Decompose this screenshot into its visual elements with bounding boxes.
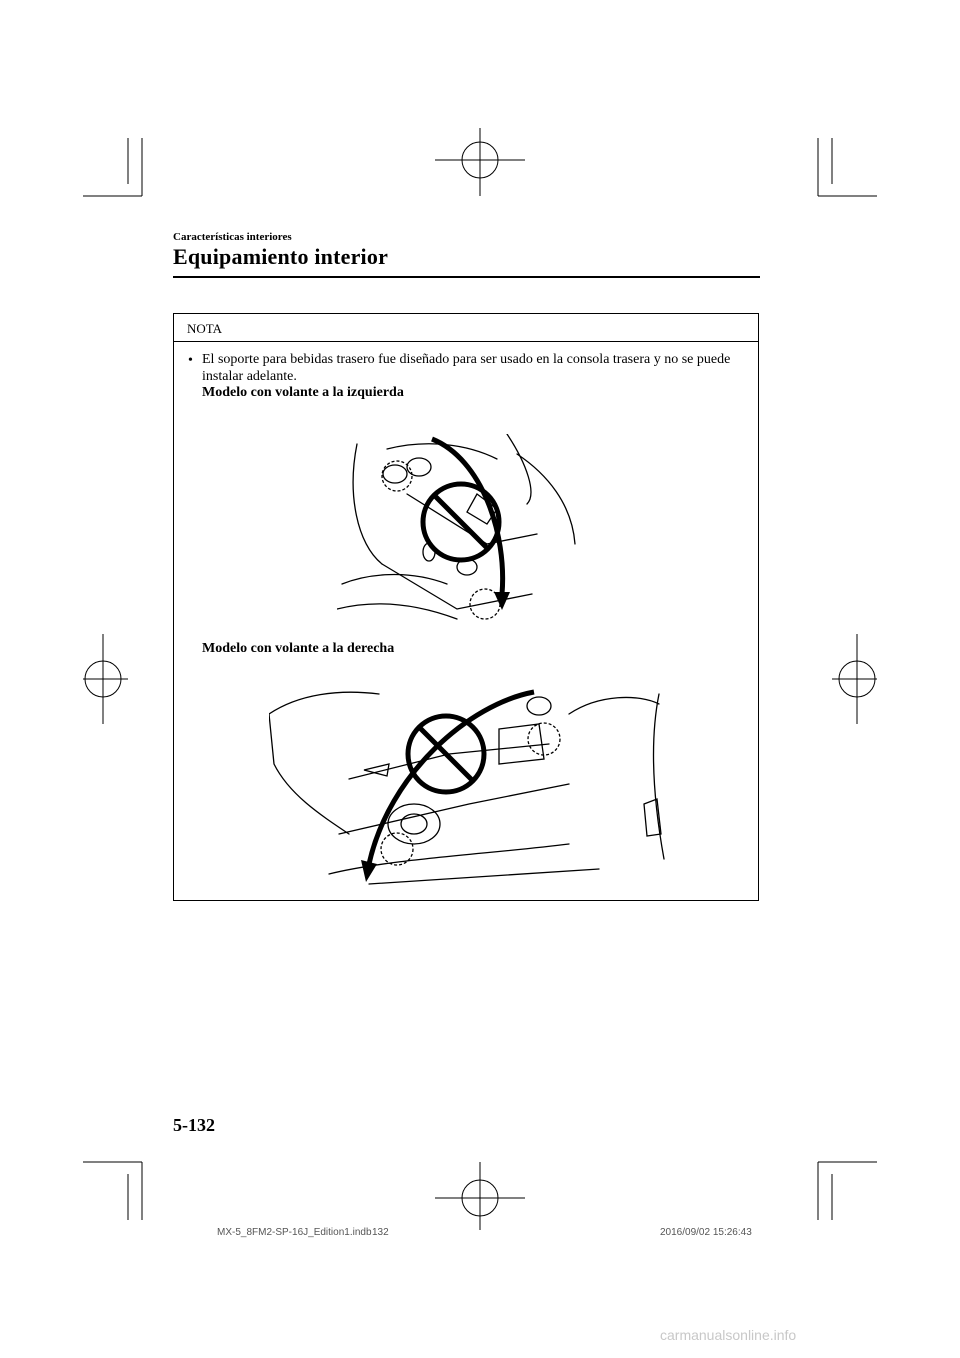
cup-holder-left-drive-illustration xyxy=(337,434,577,634)
title-divider xyxy=(173,276,760,278)
page-number: 5-132 xyxy=(173,1115,215,1135)
right-drive-heading: Modelo con volante a la derecha xyxy=(202,641,395,656)
watermark: carmanualsonline.info xyxy=(660,1327,797,1343)
note-header xyxy=(174,314,758,342)
footer-date: 2016/09/02 15:26:43 xyxy=(660,1227,752,1238)
page-title: Equipamiento interior xyxy=(173,244,389,269)
note-box xyxy=(173,313,759,901)
note-title: NOTA xyxy=(187,321,223,336)
section-label: Características interiores xyxy=(173,231,292,243)
left-drive-heading: Modelo con volante a la izquierda xyxy=(202,385,404,400)
footer-file-page: 132 xyxy=(372,1227,389,1238)
cup-holder-right-drive-illustration xyxy=(269,684,689,889)
note-text: El soporte para bebidas trasero fue diseñado para ser usado en la consola trasera y no se puede instalar adelante. xyxy=(202,352,731,384)
footer-file-name: MX-5_8FM2-SP-16J_Edition1.indb xyxy=(217,1227,372,1238)
bullet-marker: • xyxy=(188,353,193,368)
